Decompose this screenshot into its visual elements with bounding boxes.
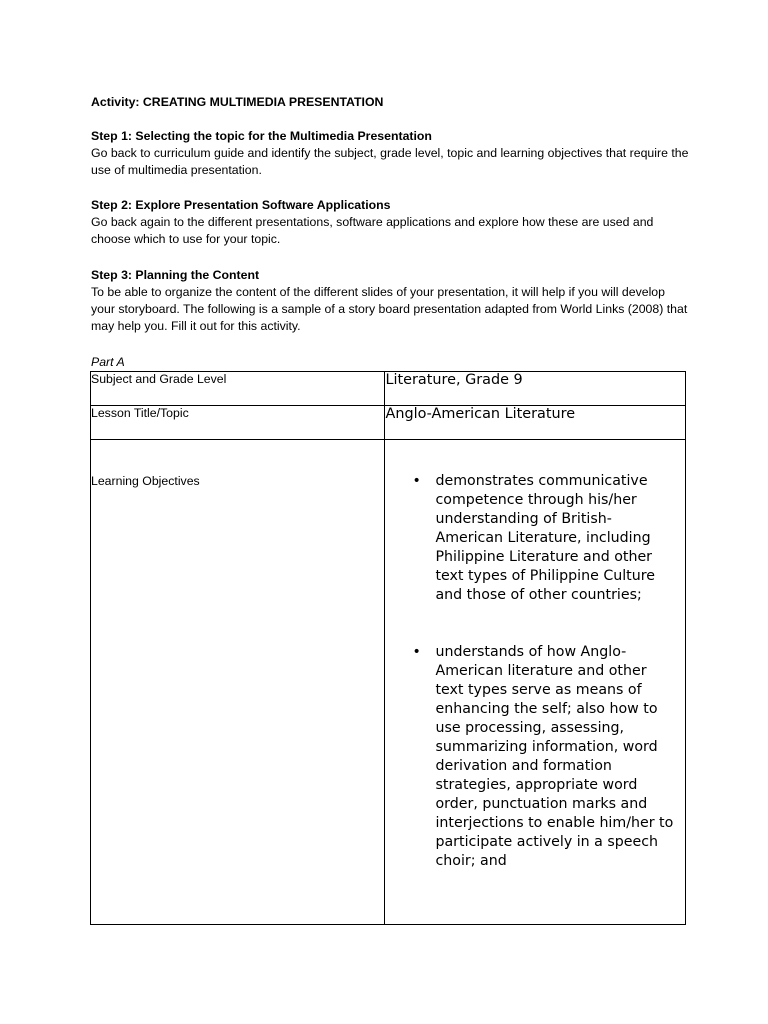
bullet-icon: • (412, 473, 421, 489)
lesson-title-label: Lesson Title/Topic (91, 406, 385, 440)
step-1-body: Go back to curriculum guide and identify the subject, grade level, topic and learning objectives that require the use of multimedia presentation. (91, 146, 689, 177)
step-1-heading: Step 1: Selecting the topic for the Multimedia Presentation (91, 129, 432, 143)
step-3 (91, 267, 691, 335)
table-row (91, 440, 686, 925)
bullet-icon: • (412, 644, 421, 660)
activity-title-text: Activity: CREATING MULTIMEDIA PRESENTATION (91, 95, 384, 109)
objectives-list (385, 472, 685, 871)
table-row (91, 406, 686, 440)
step-2-body: Go back again to the different presentations, software applications and explore how these are used and choose which to use for your topic. (91, 215, 654, 246)
step-2-heading: Step 2: Explore Presentation Software Applications (91, 198, 391, 212)
storyboard-table (90, 371, 686, 925)
step-3-body: To be able to organize the content of the different slides of your presentation, it will help if you will develop your storyboard. The following is a sample of a story board presentation adapted from World Links (2008) that may help you. Fill it out for this activity. (91, 285, 688, 333)
lesson-title-value: Anglo-American Literature (385, 406, 686, 440)
list-item (385, 472, 685, 605)
learning-objectives-list-cell (385, 440, 686, 925)
objective-text: understands of how Anglo-American literature and other text types serve as means of enhancing the self; also how to use processing, assessing, summarizing information, word derivation and formation strategies, appropriate word order, punctuation marks and interjections to enable him/her to participate actively in a speech choir; and (435, 644, 674, 869)
step-2 (91, 197, 691, 248)
learning-objectives-cell (91, 440, 385, 925)
part-a-label: Part A (91, 355, 125, 369)
table-row (91, 372, 686, 406)
step-3-heading: Step 3: Planning the Content (91, 268, 260, 282)
subject-grade-value: Literature, Grade 9 (385, 372, 686, 406)
learning-objectives-label: Learning Objectives (91, 474, 200, 488)
objective-text: demonstrates communicative competence through his/her understanding of British-American Literature, including Philippine Literature and other text types of Philippine Culture and those of other countries; (435, 473, 655, 603)
subject-grade-label: Subject and Grade Level (91, 372, 385, 406)
activity-title (91, 94, 691, 111)
list-item (385, 643, 685, 871)
step-1 (91, 128, 691, 179)
